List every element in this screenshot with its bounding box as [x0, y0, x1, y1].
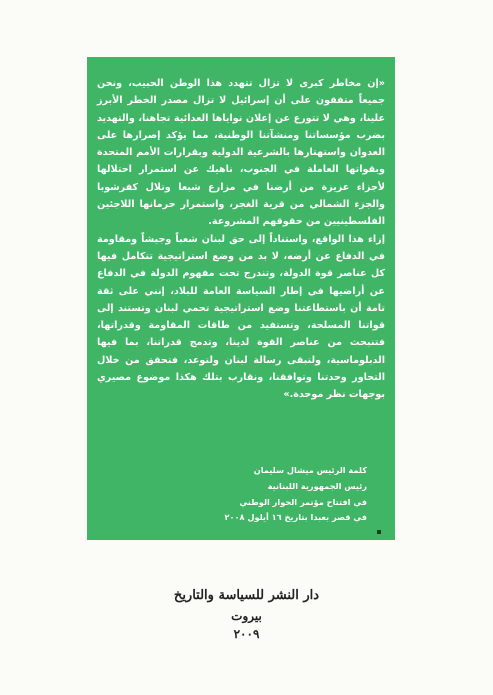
speech-attribution — [167, 463, 367, 526]
attribution-occasion: في افتتاح مؤتمر الحوار الوطني — [239, 496, 367, 507]
attribution-date: في قصر بعبدا بتاريخ ١٦ أيلول ٢٠٠٨ — [224, 512, 367, 523]
corner-mark — [377, 530, 381, 534]
publisher-city: بيروت — [231, 609, 262, 623]
quote-text — [97, 75, 385, 404]
attribution-title: رئيس الجمهورية اللبنانية — [267, 480, 367, 491]
quote-paragraph-2: إزاء هذا الواقع، واستناداً إلى حق لبنان شعباً وجيشاً ومقاومة في الدفاع عن أرضه، لا بد من وضع استراتيجية تتكامل فيها كل عناصر قوة الدولة، وتندرج تحت مفهوم الدولة في الدفاع عن أراضيها في إطار السياسة العامة للبلاد، إنني على ثقة تامة أن باستطاعتنا وضع استراتيجية تحمي لبنان وتستند إلى قواتنا المسلحة، وتستفيد من طاقات المقاومة وقدراتها، فتنبحث من عناصر القوة لدينا، وتدمج قدراتنا، بما فيها الدبلوماسية، ولتبقى رسالة لبنان ولتوعد، فتحقق من خلال التحاور وحدتنا وتوافقنا، ونقارب بتلك هكذا موضوع مصيري بوجهات نظر موحدة.» — [97, 233, 385, 401]
publisher-block — [0, 585, 493, 643]
attribution-speaker: كلمة الرئيس ميشال سليمان — [253, 465, 367, 475]
quote-paragraph-1: «إن مخاطر كبرى لا تزال تتهدد هذا الوطن الحبيب، ونحن جميعاً متفقون على أن إسرائيل لا تزال مصدر الخطر الأبرز علينا، وهي لا تتورع عن إعلان نواياها العدائية تجاهنا، والتهديد بضرب مؤسساتنا ومنشآتنا الوطنية، مما يؤكد إصرارها على العدوان واستهتارها بالشرعية الدولية وبقرارات الأمم المتحدة وبقواتها العاملة في الجنوب، ناهيك عن استمرار احتلالها لأجزاء عزيزة من أرضنا في مزارع شبعا وتلال كفرشوبا والجزء الشمالي من قرية الغجر، واستمرار حرمانها اللاجئين الفلسطينيين من حقوقهم المشروعة. — [97, 78, 385, 228]
publication-year: ٢٠٠٩ — [233, 627, 260, 641]
publisher-name: دار النشر للسياسة والتاريخ — [173, 588, 320, 603]
quote-panel — [87, 57, 395, 540]
